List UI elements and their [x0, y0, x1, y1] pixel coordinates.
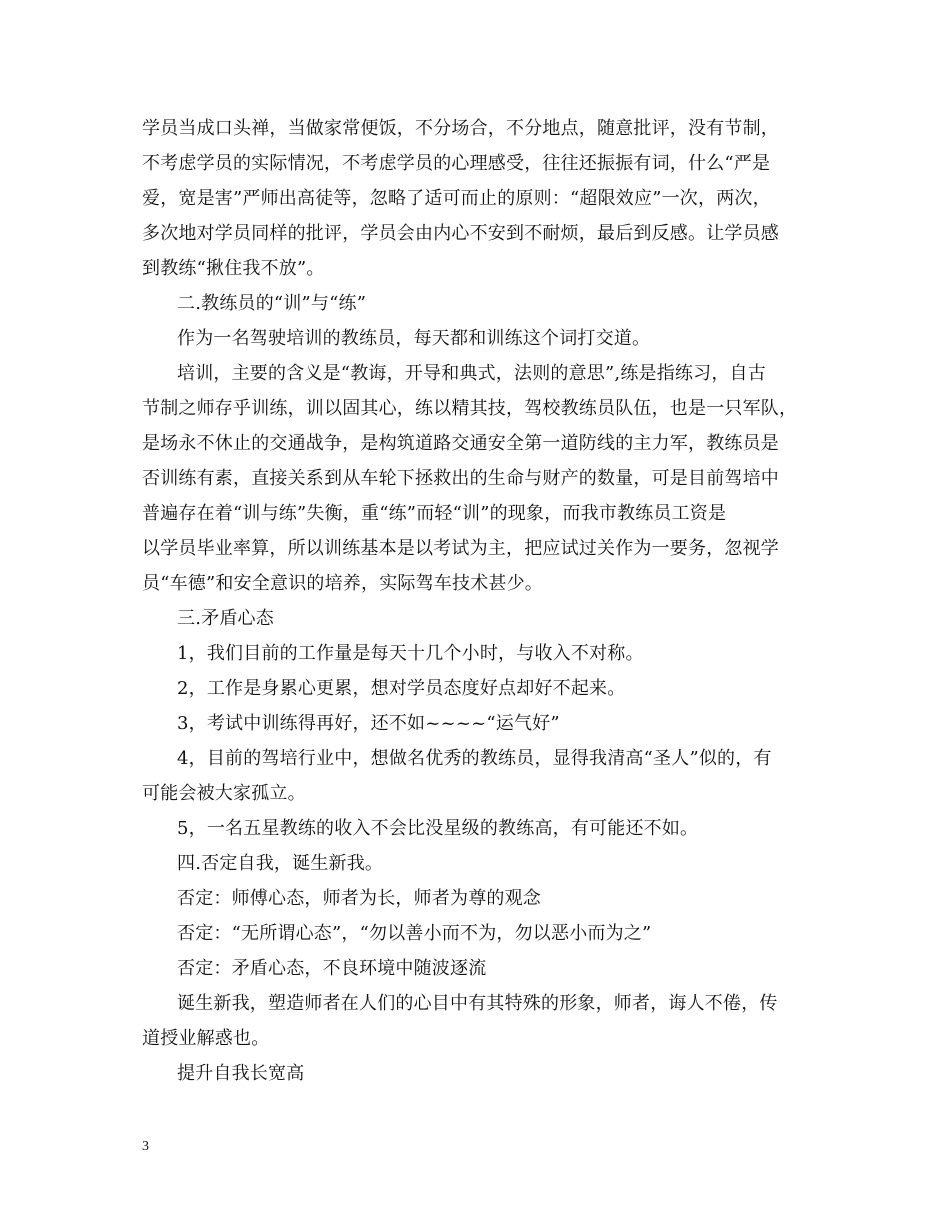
text-line: 多次地对学员同样的批评，学员会由内心不安到不耐烦，最后到反感。让学员感	[142, 223, 779, 244]
list-item: 4，目前的驾培行业中，想做名优秀的教练员，显得我清高“圣人”似的，有	[177, 748, 772, 769]
text-line: 作为一名驾驶培训的教练员，每天都和训练这个词打交道。	[177, 328, 651, 349]
text-line: 员“车德”和安全意识的培养，实际驾车技术甚少。	[142, 573, 544, 594]
list-item: 3，考试中训练得再好，还不如~~~~“运气好”	[177, 713, 560, 734]
text-line: 不考虑学员的实际情况，不考虑学员的心理感受，往往还振振有词，什么“严是	[142, 153, 771, 174]
text-line: 否定：矛盾心态，不良环境中随波逐流	[177, 958, 487, 979]
text-line: 学员当成口头禅，当做家常便饭，不分场合，不分地点，随意批评，没有节制，	[142, 118, 779, 139]
list-item: 5，一名五星教练的收入不会比没星级的教练高，有可能还不如。	[177, 818, 699, 839]
text-line: 否定：“无所谓心态”，“勿以善小而不为，勿以恶小而为之”	[177, 923, 652, 944]
section-heading: 二.教练员的“训”与“练”	[177, 293, 367, 314]
text-line: 可能会被大家孤立。	[142, 783, 306, 804]
text-line: 爱，宽是害”严师出高徒等，忽略了适可而止的原则：“超限效应”一次，两次，	[142, 188, 771, 209]
text-line: 诞生新我，塑造师者在人们的心目中有其特殊的形象，师者，诲人不倦，传	[177, 993, 778, 1014]
text-line: 培训，主要的含义是“教诲，开导和典式，法则的意思”,练是指练习，自古	[177, 363, 766, 384]
text-line: 是场永不休止的交通战争，是构筑道路交通安全第一道防线的主力军，教练员是	[142, 433, 779, 454]
text-line: 否定：师傅心态，师者为长，师者为尊的观念	[177, 888, 541, 909]
section-heading: 三.矛盾心态	[177, 608, 274, 629]
text-line: 提升自我长宽高	[177, 1063, 305, 1084]
text-line: 道授业解惑也。	[142, 1028, 270, 1049]
text-line: 以学员毕业率算，所以训练基本是以考试为主，把应试过关作为一要务，忽视学	[142, 538, 779, 559]
list-item: 1，我们目前的工作量是每天十几个小时，与收入不对称。	[177, 643, 644, 664]
text-line: 到教练“揪住我不放”。	[142, 258, 325, 279]
text-line: 节制之师存乎训练，训以固其心，练以精其技，驾校教练员队伍，也是一只军队，	[142, 398, 798, 419]
section-heading: 四.否定自我，诞生新我。	[177, 853, 384, 874]
page-number: 3	[142, 1139, 149, 1154]
text-line: 否训练有素，直接关系到从车轮下拯救出的生命与财产的数量，可是目前驾培中	[142, 468, 779, 489]
text-line: 普遍存在着“训与练”失衡，重“练”而轻“训”的现象，而我市教练员工资是	[142, 503, 727, 524]
list-item: 2，工作是身累心更累，想对学员态度好点却好不起来。	[177, 678, 626, 699]
